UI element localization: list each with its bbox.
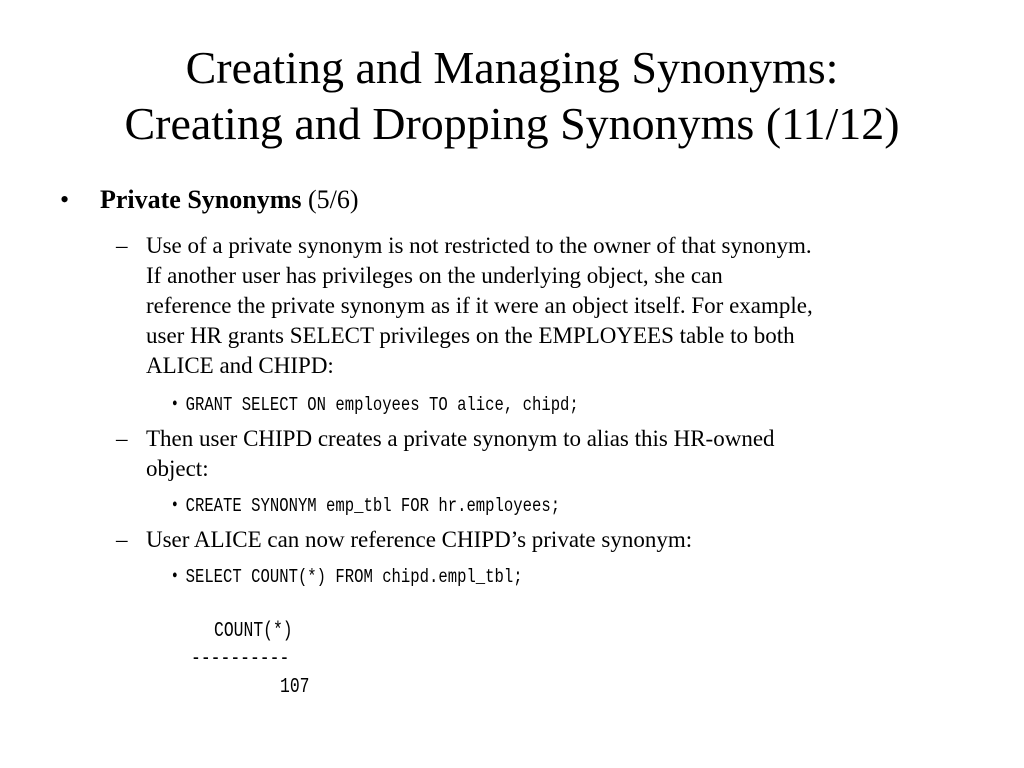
list-item-1-line-2: If another user has privileges on the underlying object, she can bbox=[146, 263, 723, 288]
dash-marker: – bbox=[116, 527, 128, 552]
dash-marker: – bbox=[116, 426, 128, 451]
code-select-count: SELECT COUNT(*) FROM chipd.empl_tbl; bbox=[185, 566, 523, 588]
bullet-heading: Private Synonyms bbox=[100, 185, 302, 214]
dot-marker: • bbox=[172, 393, 178, 415]
output-header: COUNT(*) bbox=[214, 620, 293, 643]
output-value: 107 bbox=[280, 676, 310, 699]
dot-marker: • bbox=[172, 565, 178, 587]
code-line-3 bbox=[172, 564, 523, 589]
title-line-1: Creating and Managing Synonyms: bbox=[185, 42, 839, 93]
bullet-marker: • bbox=[60, 185, 70, 214]
list-item-3-line-1: User ALICE can now reference CHIPD’s private synonym: bbox=[146, 527, 693, 552]
list-item-2-line-1: Then user CHIPD creates a private synonym to alias this HR-owned bbox=[146, 426, 775, 451]
slide-title bbox=[0, 40, 1024, 152]
dash-marker: – bbox=[116, 233, 128, 258]
list-item-2 bbox=[116, 424, 986, 484]
list-item-3 bbox=[116, 525, 986, 555]
dot-marker: • bbox=[172, 494, 178, 516]
list-item-1-line-1: Use of a private synonym is not restricted to the owner of that synonym. bbox=[146, 233, 812, 258]
output-separator: ---------- bbox=[191, 648, 290, 671]
code-line-1 bbox=[172, 392, 579, 417]
list-item-1-line-3: reference the private synonym as if it were an object itself. For example, bbox=[146, 293, 813, 318]
list-item-1-line-4: user HR grants SELECT privileges on the EMPLOYEES table to both bbox=[146, 323, 795, 348]
code-create-synonym: CREATE SYNONYM emp_tbl FOR hr.employees; bbox=[185, 495, 561, 517]
code-line-2 bbox=[172, 493, 560, 518]
list-item-1 bbox=[116, 231, 986, 381]
title-line-2: Creating and Dropping Synonyms (11/12) bbox=[124, 98, 900, 149]
list-item-1-line-5: ALICE and CHIPD: bbox=[146, 353, 334, 378]
bullet-subheading: (5/6) bbox=[301, 185, 359, 214]
bullet-private-synonyms bbox=[60, 184, 359, 216]
code-grant: GRANT SELECT ON employees TO alice, chipd; bbox=[185, 394, 579, 416]
list-item-2-line-2: object: bbox=[146, 456, 209, 481]
